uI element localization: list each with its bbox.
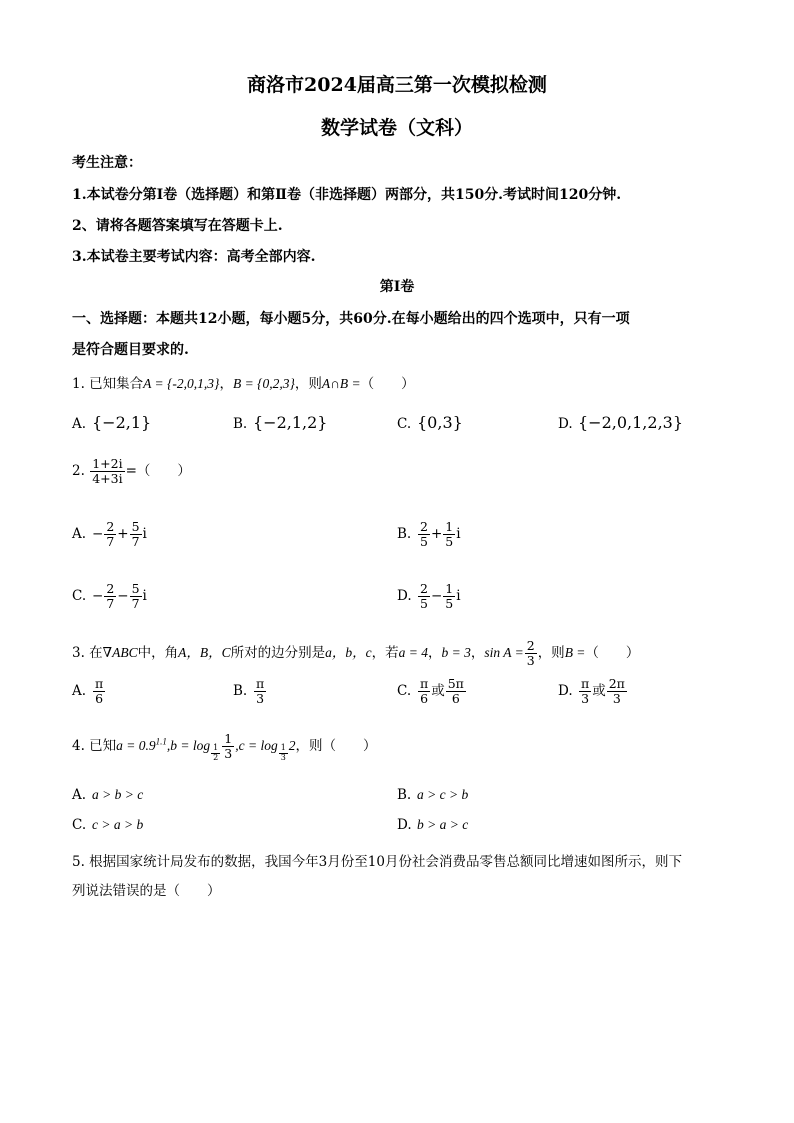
q2-number: 2.: [72, 462, 85, 479]
denominator: 6: [95, 690, 104, 706]
numerator: 1: [280, 742, 286, 752]
option-label: D.: [397, 587, 412, 604]
option-label: A.: [72, 525, 87, 542]
numerator: 1: [224, 731, 233, 746]
option-label: C.: [397, 416, 412, 432]
q4-text: 4. 已知: [72, 737, 117, 754]
notice-item-2: 2、请将各题答案填写在答题卡上.: [72, 218, 283, 234]
option-value: b > a > c: [417, 817, 469, 832]
option-value: {−2,0,1,2,3}: [578, 413, 684, 432]
q2-option-b[interactable]: [397, 520, 461, 549]
q3-angles: A，B，C: [178, 644, 231, 660]
denominator: 7: [131, 595, 140, 611]
q4-c-base: [279, 744, 288, 763]
option-value: c > a > b: [92, 817, 144, 832]
q3-a-value: a = 4: [398, 644, 428, 660]
notice-item-1: 1.本试卷分第Ⅰ卷（选择题）和第Ⅱ卷（非选择题）两部分，共150分.考试时间120分钟.: [72, 187, 622, 203]
q1-option-c[interactable]: [397, 413, 463, 432]
numerator: 2: [420, 519, 428, 534]
numerator: π: [581, 676, 590, 691]
q3-text: ，: [470, 644, 485, 661]
numerator: π: [256, 676, 265, 691]
q1-expr: A∩B =: [321, 376, 361, 391]
option-label: C.: [397, 682, 412, 699]
q4-option-a[interactable]: [72, 787, 143, 803]
q2-fraction: [90, 457, 124, 486]
q1-option-b[interactable]: [233, 413, 327, 432]
q3-fraction: [525, 639, 537, 668]
q1-option-a[interactable]: [72, 413, 151, 432]
fraction: [443, 582, 455, 611]
denominator: 5: [445, 533, 454, 549]
page-title: 商洛市2024届高三第一次模拟检测: [247, 74, 547, 96]
option-label: C.: [72, 817, 87, 833]
option-value: a > b > c: [92, 787, 144, 802]
q3-text: 3. 在: [72, 644, 103, 661]
numerator: 2π: [608, 676, 625, 691]
q2-option-c[interactable]: [72, 582, 147, 611]
numerator: π: [420, 676, 429, 691]
numerator: 5: [131, 581, 140, 596]
q1-sep: ，: [219, 376, 233, 392]
option-value: {−2,1,2}: [253, 413, 328, 432]
q2-eq: =（ ）: [125, 462, 191, 479]
page-subtitle: 数学试卷（文科）: [320, 117, 473, 139]
option-label: A.: [72, 682, 87, 699]
option-label: B.: [397, 787, 412, 803]
q3-paren: （ ）: [585, 644, 640, 661]
q3-b-angle: B =: [564, 644, 586, 660]
operator: −: [430, 587, 443, 604]
option-label: A.: [72, 787, 87, 803]
fraction: [446, 677, 466, 706]
q1-set-b: B = {0,2,3}: [232, 376, 295, 391]
notice-heading: 考生注意：: [72, 155, 142, 171]
q2-numerator: 1+2i: [92, 456, 123, 471]
fraction: [607, 677, 627, 706]
option-value: {0,3}: [417, 413, 463, 432]
option-label: B.: [397, 525, 412, 542]
numerator: 1: [213, 742, 219, 752]
question-1-stem: [72, 372, 415, 392]
denominator: 3: [224, 745, 233, 761]
q3-option-c[interactable]: [397, 677, 467, 706]
q4-c-arg: 2: [288, 737, 296, 753]
imag-unit: i: [456, 525, 461, 542]
question-4-stem: [72, 732, 377, 763]
q2-option-d[interactable]: [397, 582, 461, 611]
question-3-stem: [72, 639, 639, 668]
numerator: 2: [106, 581, 115, 596]
q4-a-exponent: 1.1: [155, 736, 167, 747]
option-label: D.: [558, 682, 573, 699]
operator: +: [430, 525, 443, 542]
section-instruction-line2: 是符合题目要求的.: [72, 342, 189, 358]
option-value: {−2,1}: [92, 413, 152, 432]
notice-item-3: 3.本试卷主要考试内容：高考全部内容.: [72, 249, 316, 265]
q3-triangle: ∇ABC: [102, 644, 138, 660]
q4-c-expr: ,c = log: [235, 737, 278, 753]
imag-unit: i: [142, 525, 147, 542]
fraction: [443, 520, 455, 549]
fraction: [254, 677, 266, 706]
q3-option-a[interactable]: [72, 677, 106, 706]
q3-option-b[interactable]: [233, 677, 267, 706]
q3-sin-expr: sin A =: [484, 644, 524, 660]
q2-option-a[interactable]: [72, 520, 147, 549]
option-label: D.: [397, 817, 412, 833]
question-2-stem: [72, 457, 191, 486]
q4-b-base: [211, 744, 220, 763]
denominator: 2: [213, 752, 219, 762]
denominator: 5: [420, 595, 428, 611]
denominator: 3: [612, 690, 621, 706]
q3-b-value: b = 3: [441, 644, 471, 660]
q3-text: 所对的边分别是: [230, 644, 326, 661]
denominator: 3: [526, 652, 535, 668]
denominator: 7: [106, 595, 115, 611]
q4-b-arg: [222, 732, 234, 761]
q1-option-d[interactable]: [558, 413, 683, 432]
option-label: B.: [233, 416, 248, 432]
denominator: 7: [131, 533, 140, 549]
imag-unit: i: [142, 587, 147, 604]
denominator: 6: [451, 690, 460, 706]
denominator: 7: [106, 533, 115, 549]
q1-text: 1. 已知集合: [72, 376, 144, 392]
sign: −: [92, 525, 104, 542]
denominator: 3: [280, 752, 286, 762]
denominator: 5: [445, 595, 454, 611]
q2-denominator: 4+3i: [92, 470, 123, 486]
q3-text: ，若: [371, 644, 399, 661]
q3-text: ，则: [537, 644, 565, 661]
denominator: 3: [581, 690, 590, 706]
q3-text: ，: [427, 644, 442, 661]
numerator: 2: [106, 519, 115, 534]
or-text: 或: [431, 682, 445, 699]
denominator: 5: [420, 533, 428, 549]
option-value: a > c > b: [417, 787, 469, 802]
question-5-line2: 列说法错误的是（ ）: [72, 883, 221, 899]
numerator: 2: [526, 638, 535, 653]
operator: −: [117, 587, 129, 604]
numerator: π: [95, 676, 104, 691]
q1-set-a: A = {-2,0,1,3}: [143, 376, 220, 391]
option-label: B.: [233, 682, 248, 699]
numerator: 2: [420, 581, 428, 596]
or-text: 或: [592, 682, 606, 699]
denominator: 3: [256, 690, 265, 706]
q4-a-expr: a = 0.9: [116, 737, 156, 753]
q4-option-b[interactable]: [397, 787, 468, 803]
fraction: [130, 520, 142, 549]
fraction: [130, 582, 142, 611]
section-instruction-line1: 一、选择题：本题共12小题，每小题5分，共60分.在每小题给出的四个选项中，只有一项: [72, 311, 630, 327]
fraction: [93, 677, 105, 706]
operator: +: [117, 525, 129, 542]
sign: −: [92, 587, 104, 604]
option-label: A.: [72, 416, 87, 432]
fraction: [104, 582, 116, 611]
q1-text-2: ，则: [294, 376, 322, 392]
numerator: 5: [131, 519, 140, 534]
fraction: [104, 520, 116, 549]
q3-option-d[interactable]: [558, 677, 628, 706]
fraction: [418, 677, 430, 706]
option-label: C.: [72, 587, 87, 604]
option-label: D.: [558, 416, 573, 432]
q4-paren: ，则（ ）: [295, 737, 377, 754]
q3-text: 中，角: [137, 644, 179, 661]
q4-option-d[interactable]: [397, 817, 468, 833]
q4-option-c[interactable]: [72, 817, 143, 833]
imag-unit: i: [456, 587, 461, 604]
numerator: 1: [445, 581, 454, 596]
denominator: 6: [420, 690, 429, 706]
numerator: 1: [445, 519, 454, 534]
q1-paren: （ ）: [360, 376, 415, 392]
fraction: [418, 582, 430, 611]
fraction: [418, 520, 430, 549]
question-5-line1: 5. 根据国家统计局发布的数据，我国今年3月份至10月份社会消费品零售总额同比增速如图所示，则下: [72, 854, 682, 870]
section-title: 第Ⅰ卷: [379, 279, 415, 295]
q3-sides: a，b，c: [325, 644, 372, 660]
q4-b-expr: ,b = log: [166, 737, 211, 753]
numerator: 5π: [447, 676, 464, 691]
fraction: [579, 677, 591, 706]
